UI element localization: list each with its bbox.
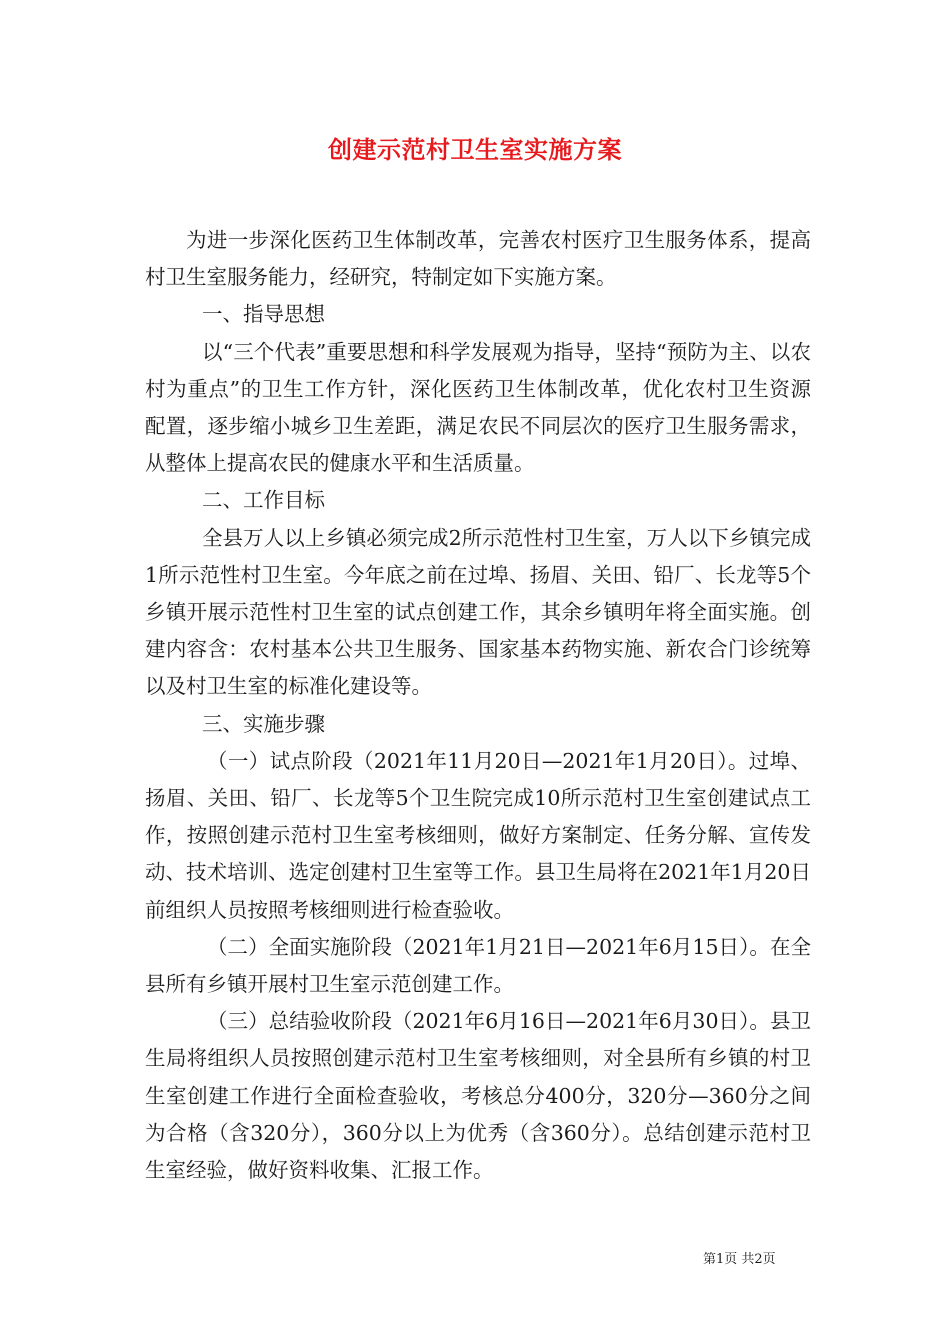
- work-goals-paragraph: 全县万人以上乡镇必须完成2所示范性村卫生室，万人以下乡镇完成1所示范性村卫生室。今年底之前在过埠、扬眉、关田、铅厂、长龙等5个乡镇开展示范性村卫生室的试点创建工作，其余乡镇明年将全面实施。创建内容含：农村基本公共卫生服务、国家基本药物实施、新农合门诊统筹以及村卫生室的标准化建设等。: [145, 525, 811, 699]
- step-full-implementation-paragraph: （二）全面实施阶段（2021年1月21日—2021年6月15日）。在全县所有乡镇开展村卫生室示范创建工作。: [145, 934, 811, 997]
- section-heading-implementation-steps: 三、实施步骤: [202, 711, 325, 736]
- page-number-footer: 第1页 共2页: [703, 1252, 776, 1267]
- section-heading-guiding-ideology: 一、指导思想: [202, 302, 325, 327]
- document-title: 创建示范村卫生室实施方案: [328, 135, 622, 164]
- intro-paragraph: 为进一步深化医药卫生体制改革，完善农村医疗卫生服务体系，提高村卫生室服务能力，经研究，特制定如下实施方案。: [145, 228, 811, 290]
- section-heading-work-goals: 二、工作目标: [202, 488, 325, 513]
- guiding-ideology-paragraph: 以“三个代表”重要思想和科学发展观为指导，坚持“预防为主、以农村为重点”的卫生工作方针，深化医药卫生体制改革，优化农村卫生资源配置，逐步缩小城乡卫生差距，满足农民不同层次的医疗卫生服务需求，从整体上提高农民的健康水平和生活质量。: [145, 339, 811, 476]
- step-summary-acceptance-paragraph: （三）总结验收阶段（2021年6月16日—2021年6月30日）。县卫生局将组织人员按照创建示范村卫生室考核细则，对全县所有乡镇的村卫生室创建工作进行全面检查验收，考核总分400分，320分—360分之间为合格（含320分），360分以上为优秀（含360分）。总结创建示范村卫生室经验，做好资料收集、汇报工作。: [145, 1009, 811, 1183]
- step-pilot-paragraph: （一）试点阶段（2021年11月20日—2021年1月20日）。过埠、扬眉、关田、铅厂、长龙等5个卫生院完成10所示范村卫生室创建试点工作，按照创建示范村卫生室考核细则，做好方案制定、任务分解、宣传发动、技术培训、选定创建村卫生室等工作。县卫生局将在2021年1月20日前组织人员按照考核细则进行检查验收。: [145, 748, 811, 922]
- document-body: [145, 222, 811, 1189]
